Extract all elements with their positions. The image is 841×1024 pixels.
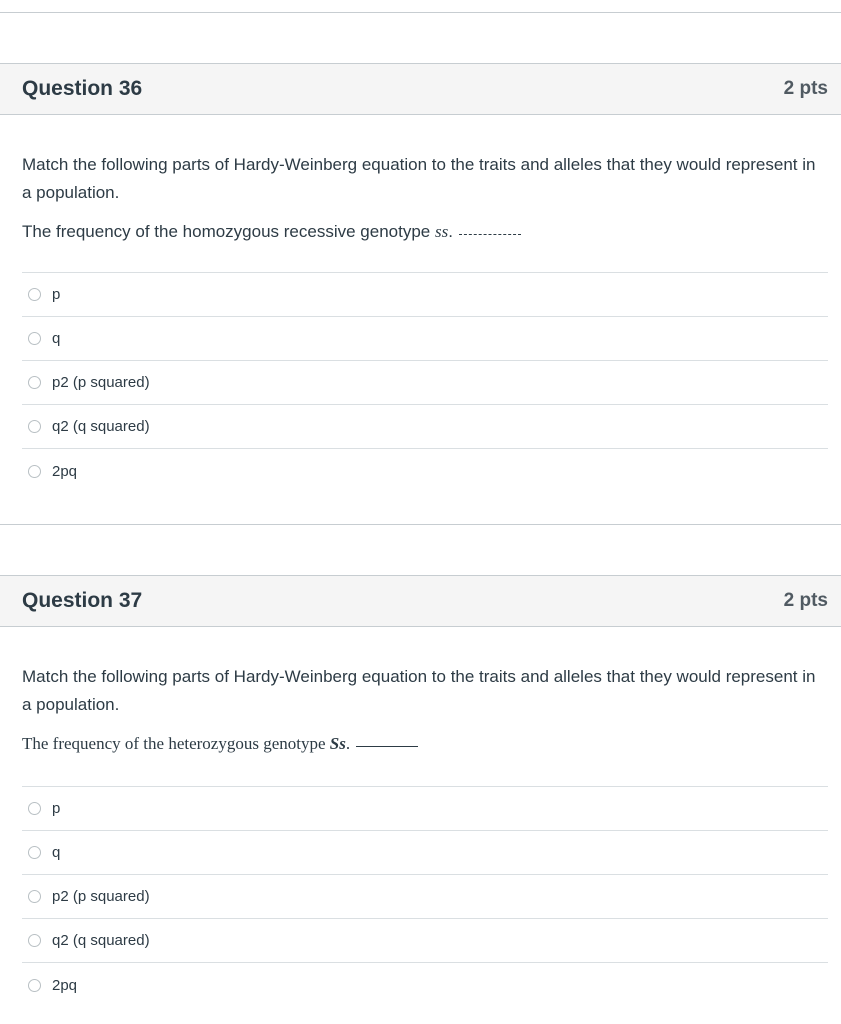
question-prompt [22,734,828,754]
answer-option[interactable] [22,963,828,1007]
question-body [0,663,841,1007]
answer-label: p2 (p squared) [52,888,150,905]
question-36 [0,63,841,493]
answer-option[interactable] [22,361,828,405]
question-points: 2 pts [783,590,828,611]
question-text: Match the following parts of Hardy-Weinberg equation to the traits and alleles that they would represent in a population. [22,155,816,202]
question-divider [0,524,841,525]
radio-button[interactable] [28,846,41,859]
question-text: Match the following parts of Hardy-Weinberg equation to the traits and alleles that they would represent in a population. [22,667,816,714]
answer-option[interactable] [22,317,828,361]
prompt-lead: The frequency of the heterozygous genotype [22,734,330,753]
answer-label: q2 (q squared) [52,932,150,949]
answer-option[interactable] [22,405,828,449]
question-header [0,63,841,115]
answer-option[interactable] [22,919,828,963]
question-points: 2 pts [783,78,828,99]
answer-label: q2 (q squared) [52,418,150,435]
answer-blank [459,234,521,235]
radio-button[interactable] [28,332,41,345]
answer-option[interactable] [22,831,828,875]
radio-button[interactable] [28,288,41,301]
top-divider [0,12,841,13]
question-prompt [22,222,828,242]
answer-label: p [52,800,61,817]
prompt-genotype: ss [434,222,449,241]
answer-option[interactable] [22,273,828,317]
radio-button[interactable] [28,465,41,478]
answer-label: 2pq [52,976,78,994]
radio-button[interactable] [28,979,41,992]
answer-label: 2pq [52,462,78,480]
answer-blank [356,746,418,747]
answer-option[interactable] [22,449,828,493]
question-37 [0,575,841,1007]
answer-label: p [52,286,61,303]
answer-label: q [52,844,61,861]
answer-label: p2 (p squared) [52,374,150,391]
prompt-end: . [345,734,351,753]
radio-button[interactable] [28,420,41,433]
radio-button[interactable] [28,376,41,389]
radio-button[interactable] [28,890,41,903]
answer-option[interactable] [22,787,828,831]
answer-list [22,272,828,493]
question-header [0,575,841,627]
question-body [0,151,841,493]
radio-button[interactable] [28,934,41,947]
answer-list [22,786,828,1007]
prompt-end: . [448,222,453,241]
prompt-lead: The frequency of the homozygous recessive genotype [22,222,435,241]
question-title: Question 36 [22,77,143,100]
radio-button[interactable] [28,802,41,815]
question-title: Question 37 [22,589,143,612]
prompt-genotype: Ss [329,734,346,753]
answer-label: q [52,330,61,347]
answer-option[interactable] [22,875,828,919]
